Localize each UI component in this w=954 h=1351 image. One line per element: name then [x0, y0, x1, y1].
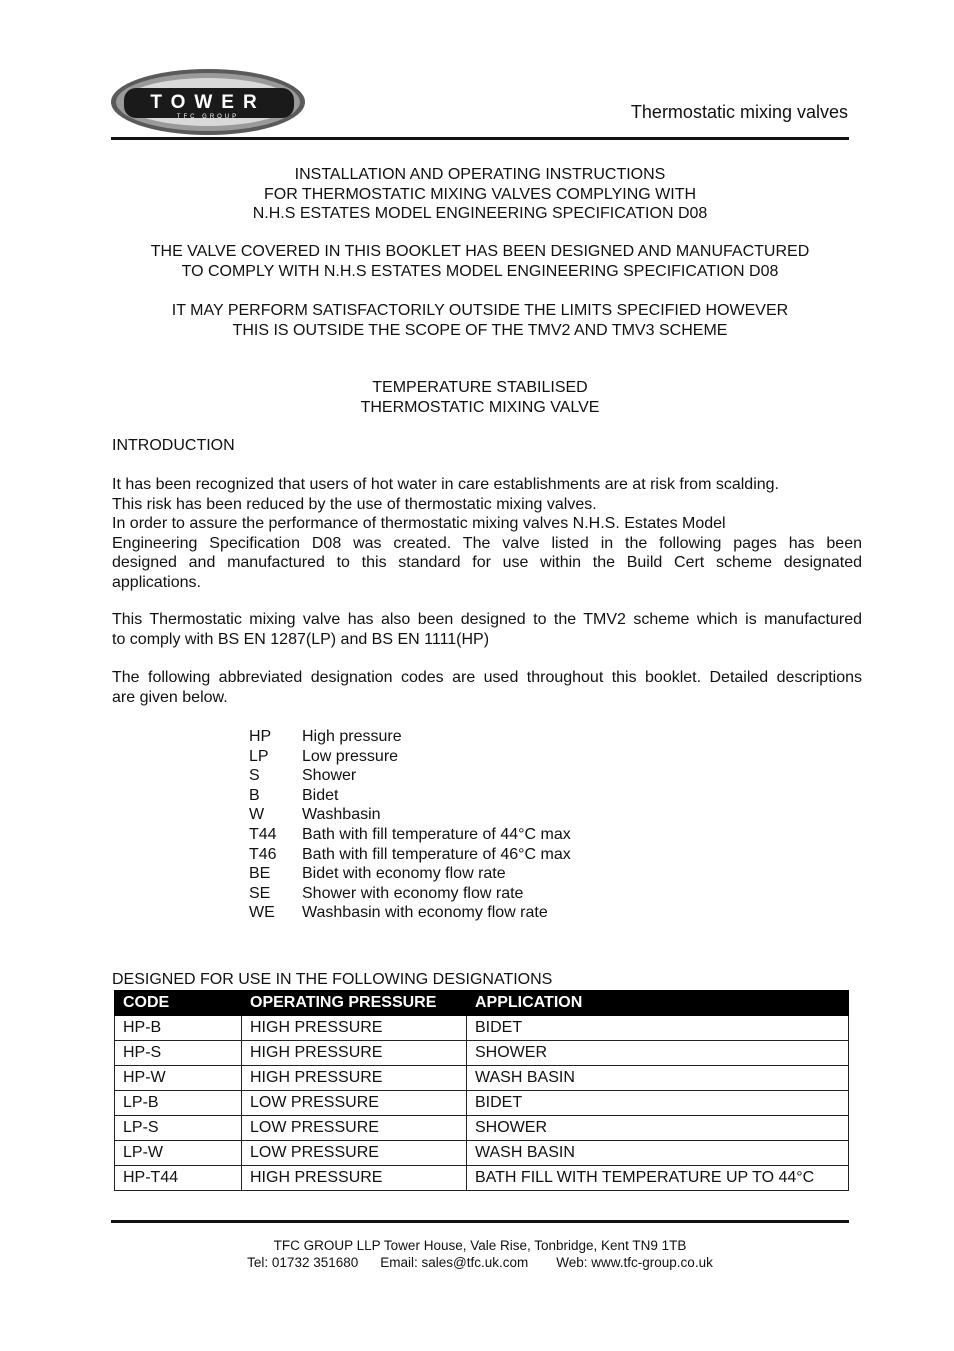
abbreviation-code: T44 — [249, 825, 277, 843]
cell-application: BATH FILL WITH TEMPERATURE UP TO 44°C — [467, 1166, 849, 1191]
introduction-label: INTRODUCTION — [112, 437, 235, 454]
abbreviation-desc: Bath with fill temperature of 44°C max — [302, 825, 571, 843]
cell-code: HP-T44 — [115, 1166, 242, 1191]
intro-heading — [111, 165, 849, 224]
cell-code: HP-B — [115, 1016, 242, 1041]
cell-pressure: HIGH PRESSURE — [242, 1066, 467, 1091]
abbreviation-desc: Bath with fill temperature of 46°C max — [302, 845, 571, 863]
cell-pressure: LOW PRESSURE — [242, 1141, 467, 1166]
abbreviation-item — [249, 727, 571, 747]
abbreviation-desc: High pressure — [302, 728, 402, 745]
cell-code: LP-S — [115, 1116, 242, 1141]
column-header-pressure: OPERATING PRESSURE — [242, 991, 467, 1016]
abbreviation-desc: Shower — [302, 767, 357, 785]
abbreviation-code: W — [249, 806, 265, 824]
abbreviation-desc: Shower with economy flow rate — [302, 884, 524, 902]
column-header-code: CODE — [115, 991, 242, 1016]
compliance-line: THE VALVE COVERED IN THIS BOOKLET HAS BEEN DESIGNED AND MANUFACTURED — [150, 243, 810, 260]
paragraph-line: designed and manufactured to this standard for use within the Build Cert scheme designated — [112, 554, 862, 571]
abbreviation-item — [249, 766, 571, 786]
cell-pressure: HIGH PRESSURE — [242, 1016, 467, 1041]
footer-address: TFC GROUP LLP Tower House, Vale Rise, Tonbridge, Kent TN9 1TB — [273, 1238, 687, 1253]
cell-application: SHOWER — [467, 1041, 849, 1066]
logo-subtext: TFC GROUP — [176, 114, 240, 120]
abbreviation-desc: Washbasin with economy flow rate — [302, 904, 548, 922]
intro-heading-line: FOR THERMOSTATIC MIXING VALVES COMPLYING WITH — [263, 185, 697, 203]
paragraph-line: It has been recognized that users of hot water in care establishments are at risk from scalding. — [112, 476, 779, 493]
paragraph-line: This risk has been reduced by the use of thermostatic mixing valves. — [112, 495, 597, 513]
paragraph-line: This Thermostatic mixing valve has also been designed to the TMV2 scheme which is manufactured — [112, 611, 862, 628]
cell-application: SHOWER — [467, 1116, 849, 1141]
table-row — [115, 1091, 849, 1116]
table-row — [115, 1016, 849, 1041]
paragraph-intro — [112, 475, 862, 592]
abbreviation-item — [249, 805, 571, 825]
cell-application: WASH BASIN — [467, 1141, 849, 1166]
abbreviation-item — [249, 786, 571, 806]
abbreviation-code: T46 — [249, 845, 277, 863]
paragraph-codes — [112, 668, 862, 707]
scope-line: THIS IS OUTSIDE THE SCOPE OF THE TMV2 AND TMV3 SCHEME — [232, 321, 728, 339]
cell-code: LP-B — [115, 1091, 242, 1116]
footer-web: Web: www.tfc-group.co.uk — [556, 1255, 713, 1270]
abbreviation-code: SE — [249, 884, 271, 902]
abbreviation-item — [249, 747, 571, 767]
footer-tel: Tel: 01732 351680 — [247, 1255, 359, 1270]
header-divider — [111, 137, 849, 140]
cell-pressure: LOW PRESSURE — [242, 1116, 467, 1141]
abbreviation-code: LP — [249, 747, 269, 765]
compliance-line: TO COMPLY WITH N.H.S ESTATES MODEL ENGINEERING SPECIFICATION D08 — [181, 262, 779, 280]
cell-code: HP-S — [115, 1041, 242, 1066]
abbreviation-code: BE — [249, 865, 271, 883]
table-row — [115, 1166, 849, 1191]
compliance-statement — [111, 242, 849, 281]
paragraph-line: applications. — [112, 573, 201, 591]
product-title — [111, 378, 849, 417]
abbreviation-code: WE — [249, 904, 275, 922]
product-title-line: TEMPERATURE STABILISED — [372, 379, 588, 396]
abbreviation-code: S — [249, 767, 260, 785]
paragraph-line: Engineering Specification D08 was created. The valve listed in the following pages has been — [112, 534, 862, 552]
intro-heading-line: INSTALLATION AND OPERATING INSTRUCTIONS — [294, 166, 666, 183]
paragraph-line: In order to assure the performance of thermostatic mixing valves N.H.S. Estates Model — [112, 515, 726, 532]
footer-contact — [111, 1255, 849, 1270]
cell-code: LP-W — [115, 1141, 242, 1166]
abbreviation-desc: Bidet — [302, 786, 339, 804]
abbreviation-desc: Washbasin — [302, 806, 381, 824]
cell-application: BIDET — [467, 1091, 849, 1116]
intro-heading-line: N.H.S ESTATES MODEL ENGINEERING SPECIFICATION D08 — [252, 205, 708, 222]
abbreviation-item — [249, 864, 571, 884]
logo-text: TOWER — [150, 92, 266, 113]
footer-divider — [111, 1220, 849, 1223]
table-row — [115, 1141, 849, 1166]
cell-pressure: LOW PRESSURE — [242, 1091, 467, 1116]
cell-pressure: HIGH PRESSURE — [242, 1166, 467, 1191]
abbreviation-item — [249, 884, 571, 904]
abbreviation-desc: Bidet with economy flow rate — [302, 865, 506, 883]
cell-application: BIDET — [467, 1016, 849, 1041]
paragraph-line: The following abbreviated designation codes are used throughout this booklet. Detailed descriptions — [112, 669, 862, 686]
column-header-application: APPLICATION — [467, 991, 849, 1016]
table-row — [115, 1041, 849, 1066]
document-header-title: Thermostatic mixing valves — [630, 102, 848, 122]
tower-logo — [110, 68, 306, 136]
paragraph-line: are given below. — [112, 688, 228, 706]
abbreviation-code: B — [249, 786, 260, 804]
paragraph-line: to comply with BS EN 1287(LP) and BS EN 1111(HP) — [112, 630, 490, 648]
designations-table — [114, 990, 849, 1191]
abbreviation-item — [249, 903, 571, 923]
table-header-row — [115, 991, 849, 1016]
cell-code: HP-W — [115, 1066, 242, 1091]
cell-application: WASH BASIN — [467, 1066, 849, 1091]
scope-line: IT MAY PERFORM SATISFACTORILY OUTSIDE THE LIMITS SPECIFIED HOWEVER — [171, 302, 789, 319]
table-row — [115, 1116, 849, 1141]
cell-pressure: HIGH PRESSURE — [242, 1041, 467, 1066]
abbreviation-desc: Low pressure — [302, 747, 399, 765]
abbreviation-item — [249, 845, 571, 865]
product-title-line: THERMOSTATIC MIXING VALVE — [360, 398, 600, 416]
footer-email: Email: sales@tfc.uk.com — [380, 1255, 529, 1270]
paragraph-tmv2 — [112, 610, 862, 649]
introduction-heading — [112, 436, 862, 456]
designations-table-title: DESIGNED FOR USE IN THE FOLLOWING DESIGNATIONS — [112, 971, 553, 988]
abbreviation-item — [249, 825, 571, 845]
table-row — [115, 1066, 849, 1091]
scope-statement — [111, 301, 849, 340]
abbreviation-code: HP — [249, 728, 272, 745]
abbreviation-list — [249, 727, 571, 923]
